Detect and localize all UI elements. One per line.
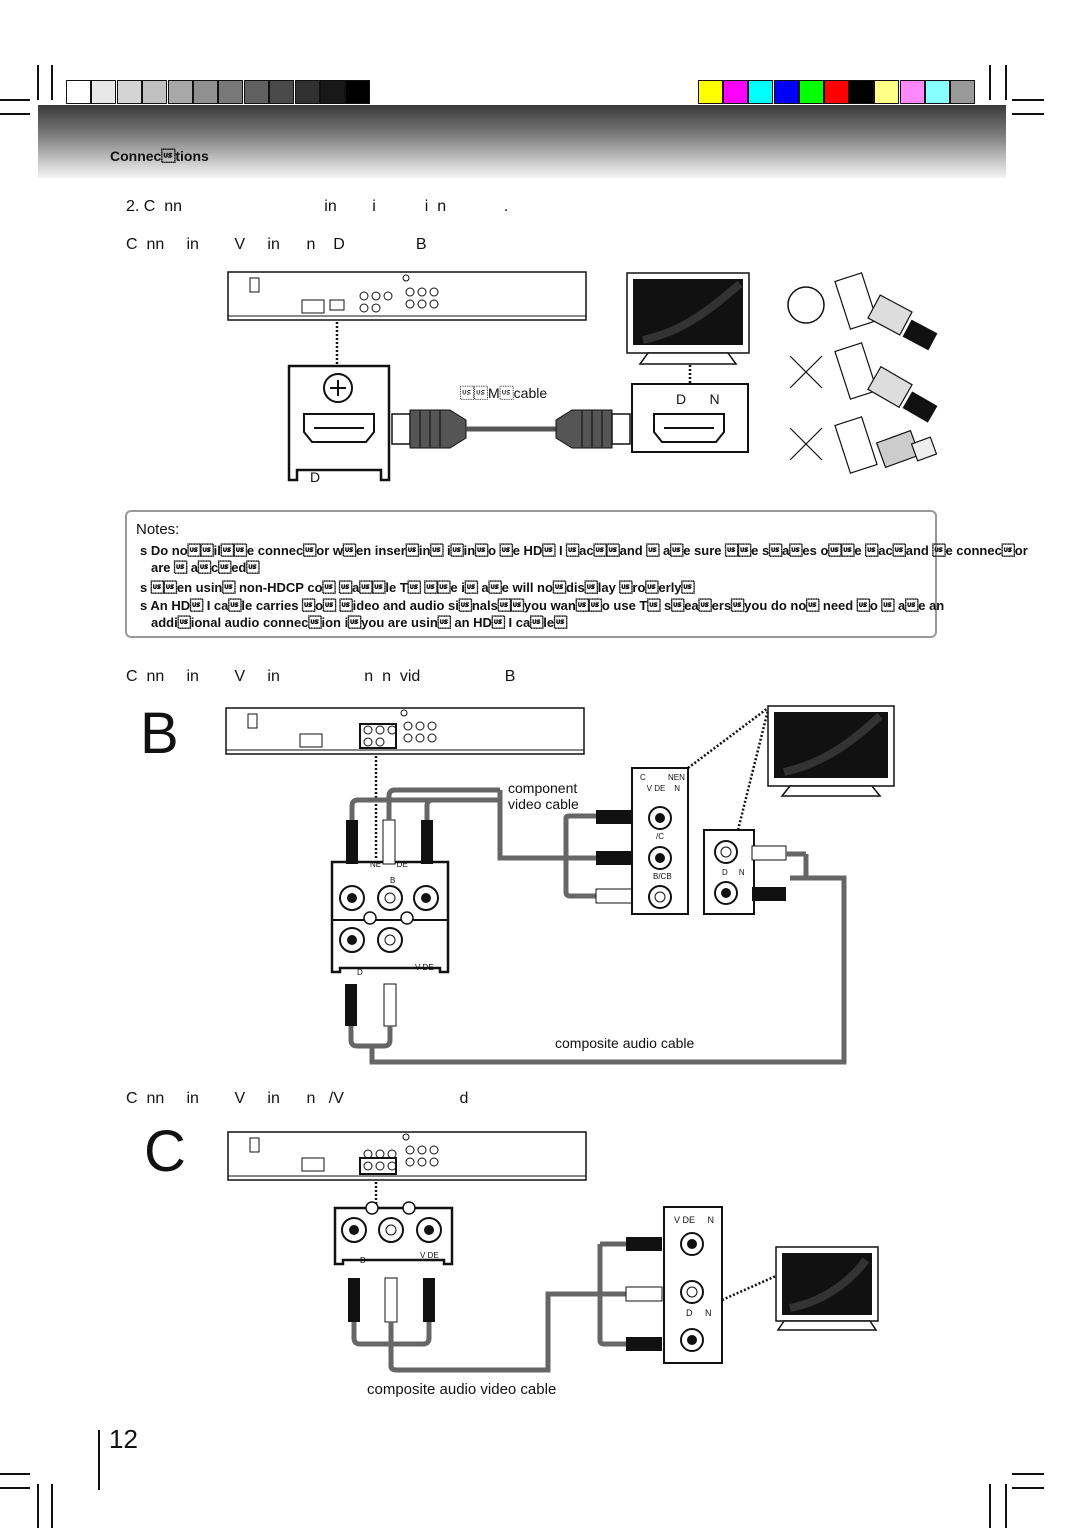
page-number-rule [98, 1430, 100, 1490]
tv-set [776, 1247, 878, 1330]
component-cable-label: component video cable [508, 780, 579, 812]
tv-pr-label: B/CB [653, 872, 672, 881]
note-1: s Do no il e connec or w en inser in i in o e HD I ac and a e sure e s a es o e ac and e connec or [140, 543, 1028, 558]
note-2: s en usin non-HDCP co a le T e i a e will no dis lay ro erly [140, 580, 695, 595]
composite-audio-cable-label: composite audio cable [555, 1035, 695, 1051]
notes-title: Notes: [136, 521, 180, 538]
tv-component-header: C NEN V DE N [640, 773, 685, 793]
player-component-b: B [390, 876, 396, 885]
tv-pb-label: /C [656, 832, 664, 841]
section-b-letter: B [140, 701, 179, 766]
player-component-label: NE DE [370, 860, 408, 869]
tv-audio-label: D N [686, 1308, 712, 1318]
tv-hdmi-jack-label: D N [676, 391, 720, 407]
player-audio-label: D [357, 968, 363, 977]
tv-audio-label: D N [722, 868, 745, 877]
player-audio-label: D [360, 1256, 366, 1265]
hdmi-cable-label: M cable [460, 385, 548, 401]
note-3: s An HD I ca le carries o ideo and audio si nals you wan o use T s ea ers you do no need o a e an [140, 598, 945, 613]
section-c-letter: C [144, 1119, 186, 1184]
note-3-cont: addi ional audio connec ion i you are usin an HD I ca le [151, 615, 568, 630]
intro-line: 2. C nn in i i n . [126, 198, 509, 215]
section-b-title: C nn in V in n n vid B [126, 668, 516, 685]
section-title: Connec tions [110, 148, 209, 164]
player-video-label: V DE [420, 1251, 439, 1260]
player-hdmi-jack-label: D [310, 469, 321, 485]
section-c-title: C nn in V in n /V d [126, 1090, 469, 1107]
dvd-player-rear [228, 1132, 586, 1180]
page-number: 12 [109, 1424, 138, 1454]
note-1-cont: are a c ed [151, 560, 260, 575]
tv-video-label: V DE N [674, 1215, 715, 1225]
section-a-title: C nn in V in n D B [126, 236, 427, 253]
composite-av-cable-label: composite audio video cable [367, 1381, 557, 1398]
player-video-label: V DE [415, 963, 434, 972]
